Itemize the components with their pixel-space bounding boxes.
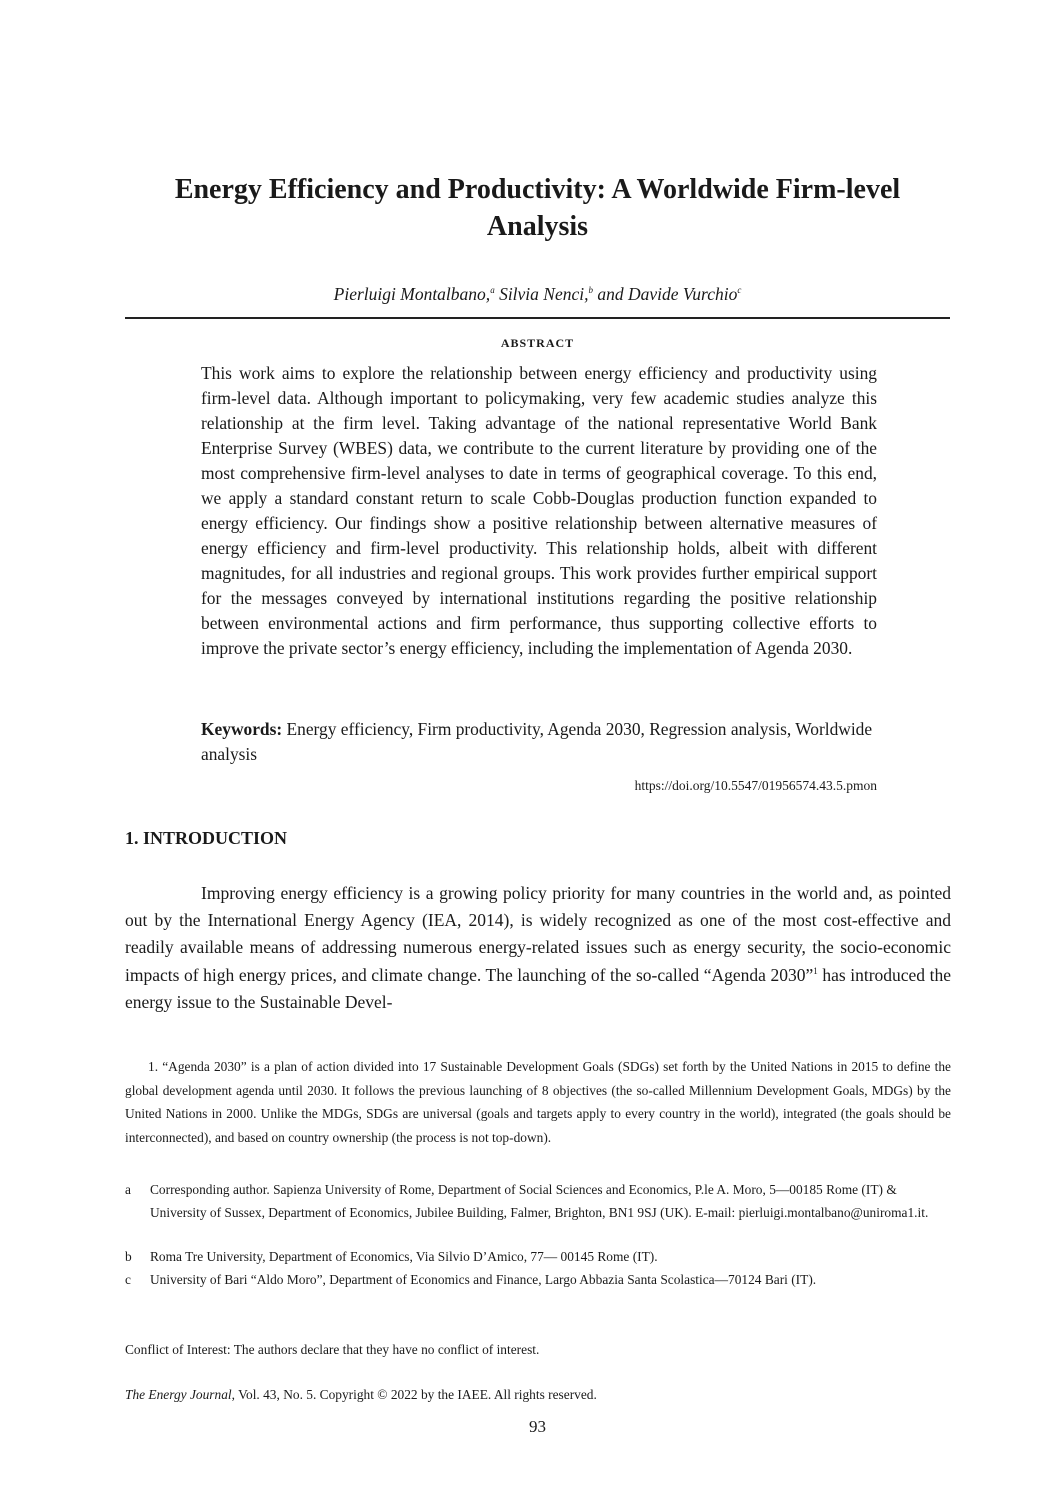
intro-text: Improving energy efficiency is a growing policy priority for many countries in the world and, as pointed out by the International Energy Agency (IEA, 2014), is widely recognized as one of the most cost-effective and readily available means of addressing numerous energy-related issues such as energy security, the socio-economic impacts of high energy prices, and climate change. The launching of the so-called “Agenda 2030” [125,883,951,985]
abstract-text: This work aims to explore the relationship between energy efficiency and productivity using firm-level data. Although important to policymaking, very few academic studies analyze this relationship at the firm level. Taking advantage of the national representative World Bank Enterprise Survey (WBES) data, we contribute to the current literature by providing one of the most comprehensive firm-level analyses to date in terms of geographical coverage. To this end, we apply a standard constant return to scale Cobb-Douglas production function expanded to energy efficiency. Our findings show a positive relationship between alternative measures of energy efficiency and firm-level productivity. This relationship holds, albeit with different magnitudes, for all industries and regional groups. This work provides further empirical support for the messages conveyed by international institutions regarding the positive relationship between environmental actions and firm performance, thus supporting collective efforts to improve the private sector’s energy efficiency, including the implementation of Agenda 2030. [201,363,877,658]
affiliation-text: Roma Tre University, Department of Economics, Via Silvio D’Amico, 77— 00145 Rome (IT). [150,1249,658,1264]
footnote-reference[interactable]: 1 [813,965,818,976]
abstract-heading: ABSTRACT [500,336,575,350]
affiliation-marker: c [737,285,742,296]
journal-name: The Energy Journal [125,1387,232,1402]
affiliation-mark: a [125,1182,131,1197]
introduction-paragraph [125,880,951,1016]
journal-citation [125,1385,597,1405]
affiliation-marker: b [588,285,593,296]
keywords-label: Keywords: [201,719,283,739]
keywords-list: Energy efficiency, Firm productivity, Agenda 2030, Regression analysis, Worldwide analysis [201,719,873,764]
section-heading: 1. INTRODUCTION [125,828,288,848]
footnote-1: 1. “Agenda 2030” is a plan of action divided into 17 Sustainable Development Goals (SDGs) set forth by the United Nations in 2015 to define the global development agenda until 2030. It follows the previous launching of 8 objectives (the so-called Millennium Development Goals, MDGs) by the United Nations in 2000. Unlike the MDGs, SDGs are universal (goals and targets apply to every country in the world), integrated (the goals should be interconnected), and based on country ownership (the process is not top-down). [125,1059,951,1145]
affiliation-text: University of Bari “Aldo Moro”, Department of Economics and Finance, Largo Abbazia Santa Scolastica—70124 Bari (IT). [150,1272,817,1287]
intro-text-continued: has introduced the energy issue to the Sustainable Devel- [125,964,952,1012]
journal-details: , Vol. 43, No. 5. Copyright © 2022 by the IAEE. All rights reserved. [231,1387,597,1402]
page-number: 93 [529,1417,546,1436]
affiliation-b [125,1246,951,1269]
affiliation-mark: b [125,1249,132,1264]
author-list [125,282,950,306]
author-name: Silvia Nenci, [494,284,589,304]
conflict-of-interest: Conflict of Interest: The authors declare that they have no conflict of interest. [125,1342,540,1357]
doi-link[interactable]: https://doi.org/10.5547/01956574.43.5.pmon [634,778,877,793]
author-name: and Davide Vurchio [593,284,738,304]
title-divider [125,317,950,319]
affiliation-mark: c [125,1272,131,1287]
affiliation-marker: a [490,285,495,296]
keywords [201,717,877,767]
affiliation-c [125,1269,951,1292]
affiliation-text: Corresponding author. Sapienza University of Rome, Department of Social Sciences and Economics, P.le A. Moro, 5—00185 Rome (IT) & University of Sussex, Department of Economics, Jubilee Building, Falmer, Brighton, BN1 9SJ (UK). E-mail: pierluigi.montalbano@uniroma1.it. [150,1182,929,1220]
author-name: Pierluigi Montalbano, [333,284,491,304]
affiliation-a [125,1179,951,1224]
paper-title: Energy Efficiency and Productivity: A Worldwide Firm-level Analysis [174,174,901,242]
